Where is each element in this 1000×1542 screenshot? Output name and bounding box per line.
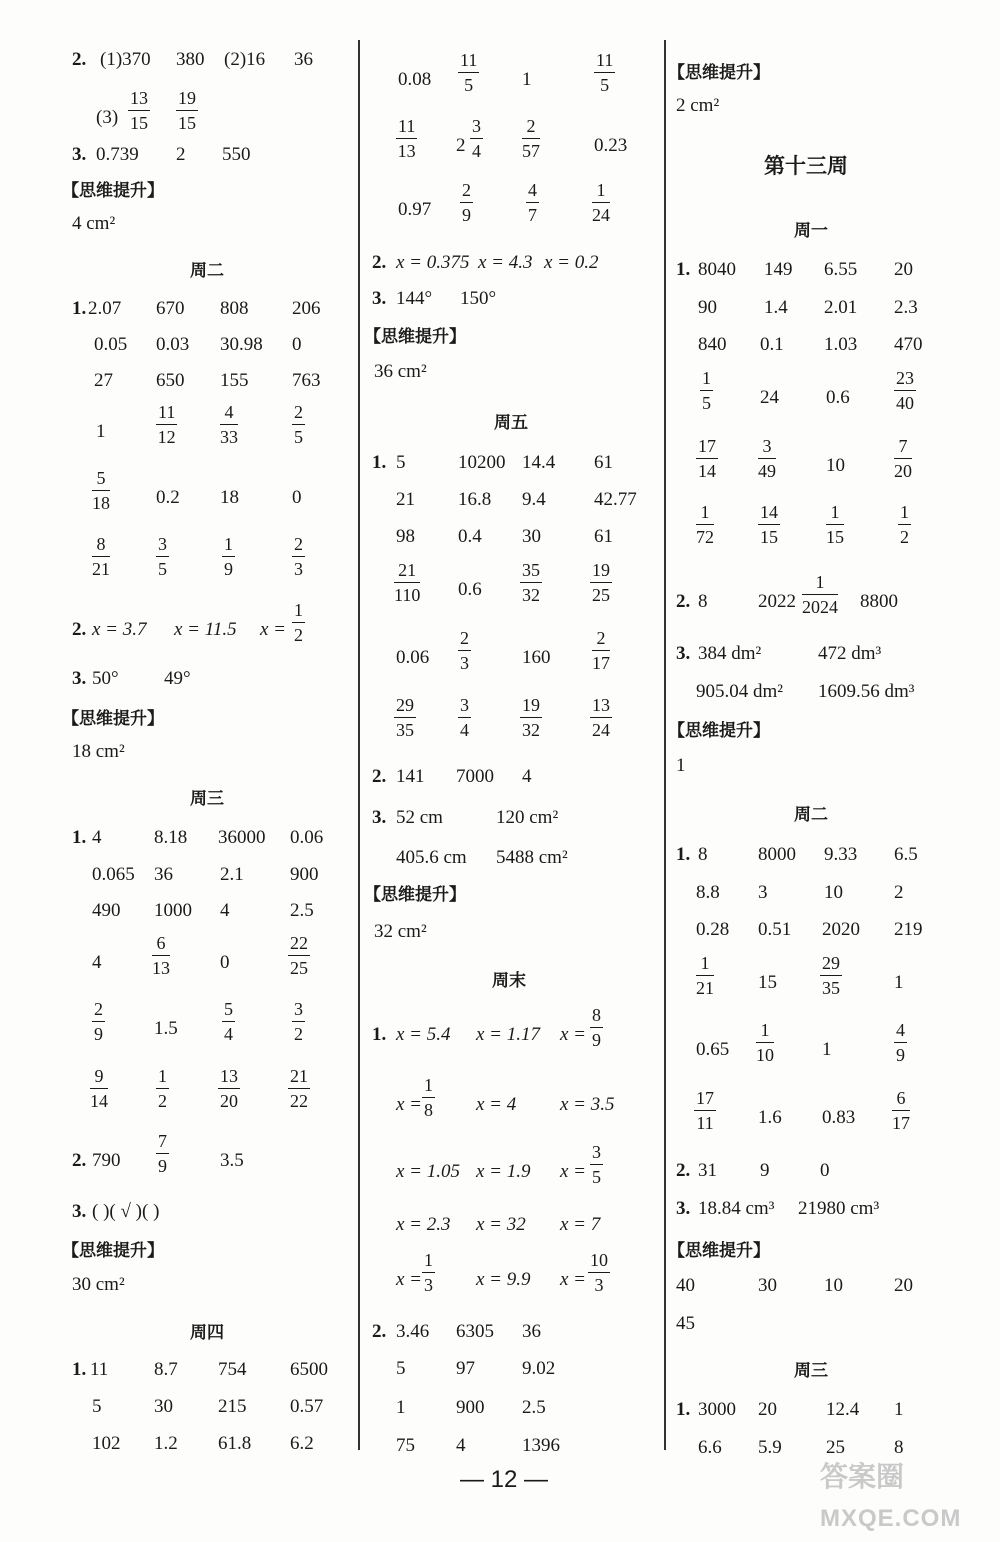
answer: 0.065 — [92, 864, 135, 885]
question-number: 1. — [372, 452, 387, 473]
answer: 11 — [90, 1359, 109, 1380]
question-number: 3. — [72, 1201, 87, 1222]
answer: ( )( √ )( ) — [92, 1201, 160, 1222]
fraction: $\frac{3}{5}$ — [158, 534, 167, 579]
fraction: $\frac{3}{4}$ — [460, 695, 469, 740]
fraction: $\frac{11}{12}$ — [157, 402, 176, 447]
answer: 8 — [698, 591, 708, 612]
fraction: $\frac{6}{17}$ — [892, 1088, 910, 1133]
fraction: $\frac{3}{4}$ — [472, 116, 481, 161]
answer: 3 — [758, 882, 768, 903]
answer: 30 — [522, 526, 541, 547]
answer: 6500 — [290, 1359, 328, 1380]
answer: 0.4 — [458, 526, 482, 547]
answer: 15 — [758, 972, 777, 993]
answer: 1.2 — [154, 1433, 178, 1454]
answer: 155 — [220, 370, 249, 391]
question-number: 2. — [72, 1150, 87, 1171]
answer: 36 — [154, 864, 173, 885]
answer: 2 — [894, 882, 904, 903]
fraction: $\frac{13}{15}$ — [130, 88, 148, 133]
answer: 1 — [894, 972, 904, 993]
answer: 1.6 — [758, 1107, 782, 1128]
answer: 24 — [760, 387, 779, 408]
answer: 2022 — [758, 591, 796, 612]
answer: 9.4 — [522, 489, 546, 510]
answer: 9.02 — [522, 1358, 556, 1379]
answer: 1 — [522, 69, 532, 90]
answer: (3) — [96, 107, 119, 128]
answer: 9.33 — [824, 844, 858, 865]
answer: 8040 — [698, 259, 736, 280]
answer: 1 — [396, 1397, 406, 1418]
answer: 5 — [396, 452, 406, 473]
column-divider — [664, 40, 666, 1450]
answer: 144° — [396, 288, 433, 309]
column-divider — [358, 40, 360, 1450]
answer: 0.739 — [96, 144, 139, 165]
fraction: $\frac{13}{20}$ — [220, 1066, 238, 1111]
fraction: $\frac{35}{32}$ — [522, 560, 540, 605]
answer: 2020 — [822, 919, 860, 940]
question-number: 1. — [676, 259, 691, 280]
answer: x = 9.9 — [476, 1269, 531, 1290]
answer: 30.98 — [220, 334, 263, 355]
answer: 61 — [594, 526, 613, 547]
answer: 3000 — [698, 1399, 736, 1420]
answer: x = — [396, 1094, 423, 1115]
answer: 160 — [522, 647, 551, 668]
question-number: 1. — [676, 1399, 691, 1420]
answer: 0.1 — [760, 334, 784, 355]
day-heading: 周二 — [190, 261, 224, 281]
section-heading: 【思维提升】 — [62, 1241, 164, 1261]
fraction: $\frac{2}{3}$ — [294, 534, 303, 579]
day-heading: 周三 — [794, 1361, 828, 1381]
answer: 840 — [698, 334, 727, 355]
answer: x = 0.2 — [544, 252, 599, 273]
answer: 3.46 — [396, 1321, 430, 1342]
answer: 0.6 — [458, 579, 482, 600]
answer: 380 — [176, 49, 205, 70]
answer: 40 — [676, 1275, 695, 1296]
answer: x = 0.375 — [396, 252, 470, 273]
answer: 754 — [218, 1359, 247, 1380]
section-heading: 【思维提升】 — [62, 709, 164, 729]
answer: 2.5 — [522, 1397, 546, 1418]
answer: 1 — [822, 1039, 832, 1060]
fraction: $\frac{9}{14}$ — [90, 1066, 108, 1111]
fraction: $\frac{1}{8}$ — [424, 1075, 433, 1120]
fraction: $\frac{2}{9}$ — [94, 999, 103, 1044]
answer: 1000 — [154, 900, 192, 921]
answer: 2 — [456, 135, 466, 156]
answer: 0.23 — [594, 135, 628, 156]
fraction: $\frac{4}{9}$ — [896, 1020, 905, 1065]
question-number: 3. — [372, 807, 387, 828]
answer: 0.6 — [826, 387, 850, 408]
answer: 4 — [522, 766, 532, 787]
answer: 102 — [92, 1433, 121, 1454]
fraction: $\frac{1}{5}$ — [702, 368, 711, 413]
answer: 5488 cm² — [496, 847, 568, 868]
answer: 5.9 — [758, 1437, 782, 1458]
watermark-url: MXQE.COM — [820, 1505, 962, 1532]
fraction: $\frac{1}{2}$ — [158, 1066, 167, 1111]
fraction: $\frac{1}{2}$ — [900, 502, 909, 547]
day-heading: 周一 — [794, 221, 828, 241]
answer: 0.2 — [156, 487, 180, 508]
fraction: $\frac{11}{5}$ — [596, 50, 614, 95]
answer: 550 — [222, 144, 251, 165]
answer: 149 — [764, 259, 793, 280]
answer: x = — [560, 1161, 587, 1182]
answer: 0.97 — [398, 199, 432, 220]
answer: 4 — [92, 827, 102, 848]
fraction: $\frac{29}{35}$ — [822, 953, 840, 998]
answer: x = 3.7 — [92, 619, 147, 640]
answer: 20 — [894, 259, 913, 280]
answer: 206 — [292, 298, 321, 319]
answer: 6.2 — [290, 1433, 314, 1454]
week-heading: 第十三周 — [764, 154, 848, 178]
section-heading: 【思维提升】 — [668, 721, 770, 741]
fraction: $\frac{21}{22}$ — [290, 1066, 308, 1111]
section-heading: 【思维提升】 — [668, 1241, 770, 1261]
answer: 10 — [824, 1275, 843, 1296]
answer: 472 dm³ — [818, 643, 882, 664]
answer: 405.6 cm — [396, 847, 467, 868]
question-number: 2. — [676, 591, 691, 612]
answer: 6.5 — [894, 844, 918, 865]
answer: 20 — [894, 1275, 913, 1296]
answer: 30 cm² — [72, 1274, 125, 1295]
fraction: $\frac{17}{14}$ — [698, 436, 716, 481]
answer: x = 32 — [476, 1214, 526, 1235]
fraction: $\frac{4}{7}$ — [528, 180, 537, 225]
answer: 36 cm² — [374, 361, 427, 382]
question-number: 1. — [72, 298, 87, 319]
answer: 0.03 — [156, 334, 190, 355]
fraction: $\frac{1}{2024}$ — [802, 572, 838, 617]
answer: 763 — [292, 370, 321, 391]
fraction: $\frac{21}{110}$ — [394, 560, 421, 605]
page-number: — 12 — — [460, 1466, 549, 1493]
answer: 8 — [698, 844, 708, 865]
answer: (1)370 — [100, 49, 151, 70]
answer: 31 — [698, 1160, 717, 1181]
answer: 900 — [290, 864, 319, 885]
section-heading: 【思维提升】 — [364, 885, 466, 905]
answer: 1 — [96, 421, 106, 442]
answer: 1.5 — [154, 1018, 178, 1039]
answer: 36000 — [218, 827, 266, 848]
fraction: $\frac{19}{15}$ — [178, 88, 196, 133]
day-heading: 周四 — [190, 1323, 224, 1343]
fraction: $\frac{3}{2}$ — [294, 999, 303, 1044]
answer: 30 — [154, 1396, 173, 1417]
question-number: 2. — [372, 1321, 387, 1342]
answer: 98 — [396, 526, 415, 547]
answer: 18.84 cm³ — [698, 1198, 775, 1219]
answer: 4 — [220, 900, 230, 921]
answer: x = — [396, 1269, 423, 1290]
answer: 50° — [92, 668, 119, 689]
fraction: $\frac{19}{25}$ — [592, 560, 610, 605]
answer: 8 — [894, 1437, 904, 1458]
answer: x = 4.3 — [478, 252, 533, 273]
question-number: 1. — [372, 1024, 387, 1045]
question-number: 3. — [676, 643, 691, 664]
fraction: $\frac{2}{17}$ — [592, 628, 610, 673]
fraction: $\frac{3}{5}$ — [592, 1142, 601, 1187]
question-number: 3. — [72, 668, 87, 689]
answer: 6305 — [456, 1321, 494, 1342]
question-number: 1. — [72, 827, 87, 848]
answer: x = 4 — [476, 1094, 517, 1115]
fraction: $\frac{10}{3}$ — [590, 1250, 608, 1295]
answer: 0.57 — [290, 1396, 324, 1417]
answer: 150° — [460, 288, 497, 309]
question-number: 2. — [72, 49, 87, 70]
answer: x = 2.3 — [396, 1214, 451, 1235]
answer: 10 — [826, 455, 845, 476]
answer: 808 — [220, 298, 249, 319]
answer: 141 — [396, 766, 425, 787]
answer: 36 — [294, 49, 313, 70]
question-number: 1. — [676, 844, 691, 865]
answer: 1396 — [522, 1435, 560, 1456]
fraction: $\frac{17}{11}$ — [696, 1088, 714, 1133]
answer: 900 — [456, 1397, 485, 1418]
answer: 0.83 — [822, 1107, 856, 1128]
fraction: $\frac{7}{9}$ — [158, 1131, 167, 1176]
answer: 2.07 — [88, 298, 122, 319]
answer: 2.5 — [290, 900, 314, 921]
answer: 10200 — [458, 452, 506, 473]
answer: 905.04 dm² — [696, 681, 783, 702]
question-number: 3. — [676, 1198, 691, 1219]
day-heading: 周末 — [492, 971, 526, 991]
answer: 8.8 — [696, 882, 720, 903]
answer: 49° — [164, 668, 191, 689]
answer: 32 cm² — [374, 921, 427, 942]
answer: 36 — [522, 1321, 541, 1342]
fraction: $\frac{2}{5}$ — [294, 402, 303, 447]
answer: 16.8 — [458, 489, 492, 510]
answer: 0 — [820, 1160, 830, 1181]
fraction: $\frac{13}{24}$ — [592, 695, 610, 740]
answer: 21980 cm³ — [798, 1198, 880, 1219]
question-number: 1. — [72, 1359, 87, 1380]
answer: 9 — [760, 1160, 770, 1181]
fraction: $\frac{6}{13}$ — [152, 933, 170, 978]
question-number: 2. — [372, 766, 387, 787]
question-number: 2. — [372, 252, 387, 273]
answer: (2)16 — [224, 49, 266, 70]
fraction: $\frac{1}{21}$ — [696, 953, 714, 998]
answer: 2 cm² — [676, 95, 720, 116]
fraction: $\frac{19}{32}$ — [522, 695, 540, 740]
fraction: $\frac{1}{10}$ — [756, 1020, 774, 1065]
answer: 2.3 — [894, 297, 918, 318]
answer: x = 1.9 — [476, 1161, 531, 1182]
answer: 8000 — [758, 844, 796, 865]
day-heading: 周二 — [794, 805, 828, 825]
answer: 52 cm — [396, 807, 443, 828]
answer: 2.1 — [220, 864, 244, 885]
answer: 1.03 — [824, 334, 858, 355]
answer: x = 1.05 — [396, 1161, 461, 1182]
fraction: $\frac{29}{35}$ — [396, 695, 414, 740]
answer: 4 — [456, 1435, 466, 1456]
day-heading: 周五 — [494, 413, 528, 433]
answer: 5 — [396, 1358, 406, 1379]
answer: 10 — [824, 882, 843, 903]
fraction: $\frac{1}{9}$ — [224, 534, 233, 579]
answer: x = 5.4 — [396, 1024, 451, 1045]
day-heading: 周三 — [190, 789, 224, 809]
answer: 1609.56 dm³ — [818, 681, 915, 702]
fraction: $\frac{1}{2}$ — [294, 600, 303, 645]
answer: 215 — [218, 1396, 247, 1417]
answer: 790 — [92, 1150, 121, 1171]
right-column — [668, 0, 976, 1542]
answer: 219 — [894, 919, 923, 940]
section-heading: 【思维提升】 — [668, 63, 770, 83]
answer: 2 — [176, 144, 186, 165]
fraction: $\frac{22}{25}$ — [290, 933, 308, 978]
answer: x = 1.17 — [476, 1024, 541, 1045]
answer: 21 — [396, 489, 415, 510]
answer: 25 — [826, 1437, 845, 1458]
answer: 0 — [292, 334, 302, 355]
fraction: $\frac{8}{9}$ — [592, 1005, 601, 1050]
answer: 3.5 — [220, 1150, 244, 1171]
answer: x = 11.5 — [174, 619, 237, 640]
answer: 0 — [220, 952, 230, 973]
fraction: $\frac{1}{15}$ — [826, 502, 844, 547]
answer: 0.06 — [290, 827, 324, 848]
fraction: $\frac{2}{9}$ — [462, 180, 471, 225]
fraction: $\frac{1}{24}$ — [592, 180, 610, 225]
answer: 1.4 — [764, 297, 788, 318]
fraction: $\frac{14}{15}$ — [760, 502, 778, 547]
answer: 8800 — [860, 591, 898, 612]
answer: 5 — [92, 1396, 102, 1417]
answer: 61 — [594, 452, 613, 473]
answer: 0.06 — [396, 647, 430, 668]
answer: 18 cm² — [72, 741, 125, 762]
answer: 0 — [292, 487, 302, 508]
question-number: 2. — [676, 1160, 691, 1181]
fraction: $\frac{23}{40}$ — [896, 368, 914, 413]
fraction: $\frac{11}{13}$ — [397, 116, 416, 161]
answer: 8.18 — [154, 827, 188, 848]
answer: 1 — [676, 755, 686, 776]
answer: 75 — [396, 1435, 415, 1456]
section-heading: 【思维提升】 — [62, 181, 164, 201]
answer: 4 cm² — [72, 213, 116, 234]
question-number: 3. — [372, 288, 387, 309]
fraction: $\frac{11}{5}$ — [460, 50, 478, 95]
fraction: $\frac{1}{3}$ — [424, 1250, 433, 1295]
fraction: $\frac{3}{49}$ — [758, 436, 776, 481]
answer: 470 — [894, 334, 923, 355]
fraction: $\frac{1}{72}$ — [696, 502, 714, 547]
watermark: 答案圈 — [820, 1461, 905, 1492]
answer: 90 — [698, 297, 717, 318]
question-number: 2. — [72, 619, 87, 640]
fraction: $\frac{5}{18}$ — [92, 468, 110, 513]
answer: 384 dm² — [698, 643, 762, 664]
answer: 7000 — [456, 766, 494, 787]
answer: 0.05 — [94, 334, 128, 355]
answer: 6.55 — [824, 259, 858, 280]
answer: 0.51 — [758, 919, 792, 940]
question-number: 3. — [72, 144, 87, 165]
answer: 97 — [456, 1358, 475, 1379]
answer: 4 — [92, 952, 102, 973]
fraction: $\frac{4}{33}$ — [220, 402, 238, 447]
answer: 490 — [92, 900, 121, 921]
answer: 20 — [758, 1399, 777, 1420]
fraction: $\frac{7}{20}$ — [894, 436, 912, 481]
left-column — [62, 0, 352, 1542]
answer: 61.8 — [218, 1433, 252, 1454]
section-heading: 【思维提升】 — [364, 327, 466, 347]
answer: x = — [560, 1269, 587, 1290]
answer: 650 — [156, 370, 185, 391]
answer: 42.77 — [594, 489, 637, 510]
answer: 14.4 — [522, 452, 556, 473]
answer: 0.28 — [696, 919, 730, 940]
answer: 8.7 — [154, 1359, 178, 1380]
answer: 0.65 — [696, 1039, 730, 1060]
answer: 27 — [94, 370, 113, 391]
answer: 1 — [894, 1399, 904, 1420]
answer: x = 3.5 — [560, 1094, 615, 1115]
fraction: $\frac{8}{21}$ — [92, 534, 110, 579]
answer: 45 — [676, 1313, 695, 1334]
answer: 2.01 — [824, 297, 858, 318]
fraction: $\frac{2}{3}$ — [460, 628, 469, 673]
answer: 6.6 — [698, 1437, 722, 1458]
answer: 12.4 — [826, 1399, 860, 1420]
answer: 670 — [156, 298, 185, 319]
answer: 0.08 — [398, 69, 432, 90]
middle-column — [364, 0, 662, 1542]
answer: 18 — [220, 487, 239, 508]
answer: 30 — [758, 1275, 777, 1296]
fraction: $\frac{5}{4}$ — [224, 999, 233, 1044]
answer: 120 cm² — [496, 807, 559, 828]
answer: x = — [260, 619, 287, 640]
answer: x = 7 — [560, 1214, 601, 1235]
answer: x = — [560, 1024, 587, 1045]
fraction: $\frac{2}{57}$ — [522, 116, 540, 161]
